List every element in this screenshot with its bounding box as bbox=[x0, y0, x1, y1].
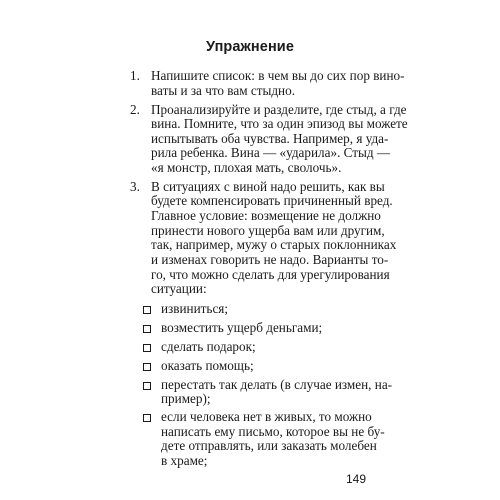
item-number: 3. bbox=[130, 178, 140, 194]
item-text-line: Напишите список: в чем вы до сих пор вино- bbox=[151, 68, 405, 83]
checkbox-bullet-icon bbox=[143, 414, 151, 422]
item-text-line: испытывать оба чувства. Например, я уда- bbox=[151, 130, 389, 146]
item-text-line: го, что можно сделать для урегулирования bbox=[151, 266, 390, 282]
item-text-line: и изменах говорить не надо. Варианты то- bbox=[151, 251, 389, 267]
item-number: 2. bbox=[130, 101, 140, 117]
item-text-line: ваты и за что вам стыдно. bbox=[151, 82, 295, 98]
item-text-line: Проанализируйте и разделите, где стыд, а где bbox=[151, 101, 407, 117]
item-text-line: рила ребенка. Вина — «ударила». Стыд — bbox=[151, 145, 391, 161]
exercise-heading: Упражнение bbox=[206, 39, 294, 55]
checkbox-bullet-icon bbox=[143, 306, 151, 314]
checkbox-bullet-icon bbox=[143, 325, 151, 333]
option-text-line: если человека нет в живых, то можно bbox=[161, 409, 372, 425]
page-number: 149 bbox=[346, 472, 367, 486]
item-number: 1. bbox=[130, 68, 140, 83]
item-text-line: вина. Помните, что за один эпизод вы можете bbox=[151, 116, 408, 132]
option-text-line: в храме; bbox=[161, 453, 208, 468]
item-text-line: Главное условие: возмещение не должно bbox=[151, 208, 381, 224]
option-text-line: возместить ущерб деньгами; bbox=[161, 319, 323, 335]
item-text-line: В ситуациях с виной надо решить, как вы bbox=[151, 178, 385, 194]
checkbox-bullet-icon bbox=[143, 382, 151, 390]
option-text-line: написать ему письмо, которое вы не бу- bbox=[161, 423, 385, 439]
option-text-line: извиниться; bbox=[161, 300, 229, 316]
item-text-line: принести нового ущерба вам или другим, bbox=[151, 222, 385, 238]
option-text-line: сделать подарок; bbox=[161, 338, 256, 354]
checkbox-bullet-icon bbox=[143, 344, 151, 352]
checkbox-bullet-icon bbox=[143, 363, 151, 371]
item-text-line: будете компенсировать причиненный вред. bbox=[151, 193, 393, 209]
option-text-line: дете отправлять, или заказать молебен bbox=[161, 438, 377, 454]
item-text-line: так, например, мужу о старых поклонниках bbox=[151, 237, 397, 253]
option-text-line: перестать так делать (в случае измен, на- bbox=[161, 376, 393, 392]
item-text-line: «я монстр, плохая мать, сволочь». bbox=[151, 159, 342, 175]
item-text-line: ситуации: bbox=[151, 281, 207, 297]
option-text-line: оказать помощь; bbox=[161, 357, 254, 373]
option-text-line: пример); bbox=[161, 391, 211, 407]
